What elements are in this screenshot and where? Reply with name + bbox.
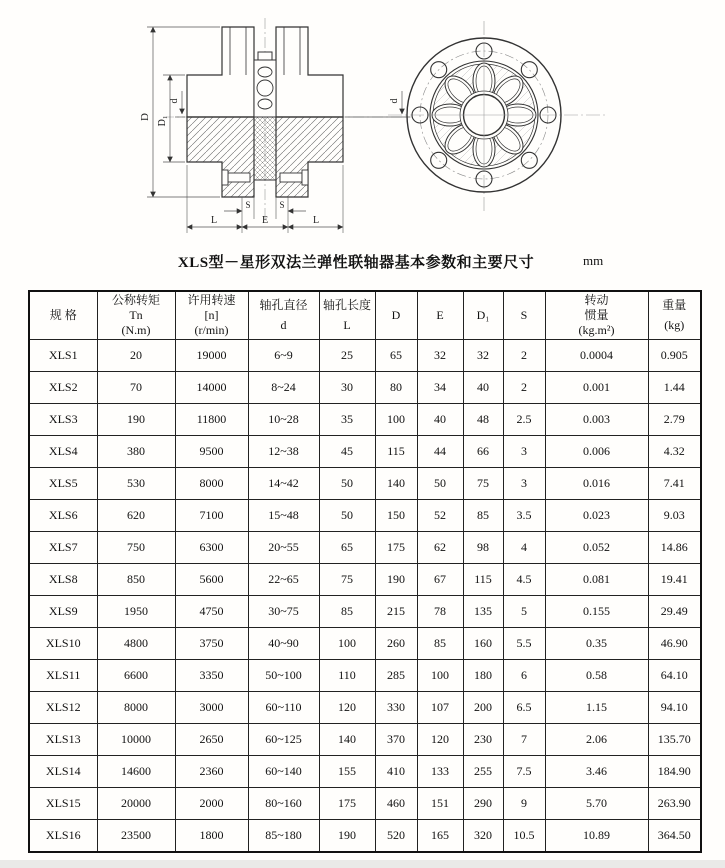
value-cell: 190 <box>319 820 375 853</box>
value-cell: 155 <box>319 756 375 788</box>
coupling-front-view <box>388 15 608 215</box>
value-cell: 65 <box>375 340 417 372</box>
value-cell: 6600 <box>97 660 175 692</box>
value-cell: 330 <box>375 692 417 724</box>
table-row <box>29 532 701 564</box>
value-cell: 80 <box>375 372 417 404</box>
value-cell: 29.49 <box>648 596 701 628</box>
dim-label-L-left: L <box>210 215 218 226</box>
value-cell: 151 <box>417 788 463 820</box>
value-cell: 2.79 <box>648 404 701 436</box>
column-header-bore-diameter: 轴孔直径 d <box>248 291 319 340</box>
dim-label-D1: D₁ <box>157 115 168 127</box>
value-cell: 14600 <box>97 756 175 788</box>
column-header-speed: 许用转速 [n] (r/min) <box>175 291 248 340</box>
model-cell: XLS15 <box>29 788 97 820</box>
table-row <box>29 436 701 468</box>
value-cell: 260 <box>375 628 417 660</box>
model-cell: XLS7 <box>29 532 97 564</box>
value-cell: 100 <box>319 628 375 660</box>
model-cell: XLS3 <box>29 404 97 436</box>
value-cell: 22~65 <box>248 564 319 596</box>
value-cell: 3000 <box>175 692 248 724</box>
value-cell: 364.50 <box>648 820 701 853</box>
value-cell: 1.44 <box>648 372 701 404</box>
value-cell: 200 <box>463 692 503 724</box>
model-cell: XLS2 <box>29 372 97 404</box>
value-cell: 2.06 <box>545 724 648 756</box>
value-cell: 380 <box>97 436 175 468</box>
value-cell: 1950 <box>97 596 175 628</box>
column-header-S: S <box>503 291 545 340</box>
value-cell: 7.5 <box>503 756 545 788</box>
column-header-bore-length: 轴孔长度 L <box>319 291 375 340</box>
value-cell: 44 <box>417 436 463 468</box>
value-cell: 40 <box>417 404 463 436</box>
value-cell: 460 <box>375 788 417 820</box>
value-cell: 10000 <box>97 724 175 756</box>
value-cell: 150 <box>375 500 417 532</box>
spec-table <box>28 290 702 853</box>
model-cell: XLS10 <box>29 628 97 660</box>
value-cell: 19.41 <box>648 564 701 596</box>
value-cell: 290 <box>463 788 503 820</box>
value-cell: 184.90 <box>648 756 701 788</box>
value-cell: 2650 <box>175 724 248 756</box>
value-cell: 3750 <box>175 628 248 660</box>
value-cell: 4750 <box>175 596 248 628</box>
value-cell: 4.5 <box>503 564 545 596</box>
value-cell: 52 <box>417 500 463 532</box>
value-cell: 7 <box>503 724 545 756</box>
column-header-D: D <box>375 291 417 340</box>
value-cell: 10.5 <box>503 820 545 853</box>
value-cell: 6~9 <box>248 340 319 372</box>
table-row <box>29 628 701 660</box>
value-cell: 850 <box>97 564 175 596</box>
value-cell: 80~160 <box>248 788 319 820</box>
value-cell: 1800 <box>175 820 248 853</box>
dim-label-E: E <box>261 215 269 226</box>
model-cell: XLS4 <box>29 436 97 468</box>
value-cell: 5 <box>503 596 545 628</box>
value-cell: 160 <box>463 628 503 660</box>
value-cell: 32 <box>463 340 503 372</box>
table-row <box>29 500 701 532</box>
value-cell: 60~140 <box>248 756 319 788</box>
title-row <box>0 251 712 272</box>
value-cell: 23500 <box>97 820 175 853</box>
value-cell: 66 <box>463 436 503 468</box>
value-cell: 50 <box>319 468 375 500</box>
value-cell: 9500 <box>175 436 248 468</box>
value-cell: 107 <box>417 692 463 724</box>
value-cell: 5.70 <box>545 788 648 820</box>
value-cell: 6 <box>503 660 545 692</box>
value-cell: 215 <box>375 596 417 628</box>
value-cell: 530 <box>97 468 175 500</box>
value-cell: 62 <box>417 532 463 564</box>
value-cell: 75 <box>319 564 375 596</box>
value-cell: 40~90 <box>248 628 319 660</box>
dim-label-d-right: d <box>389 98 400 104</box>
table-row <box>29 404 701 436</box>
value-cell: 50~100 <box>248 660 319 692</box>
value-cell: 165 <box>417 820 463 853</box>
table-row <box>29 468 701 500</box>
value-cell: 50 <box>417 468 463 500</box>
value-cell: 2000 <box>175 788 248 820</box>
value-cell: 30 <box>319 372 375 404</box>
model-cell: XLS5 <box>29 468 97 500</box>
column-header-D1: D₁ <box>463 291 503 340</box>
value-cell: 6.5 <box>503 692 545 724</box>
value-cell: 3.5 <box>503 500 545 532</box>
table-row <box>29 372 701 404</box>
value-cell: 0.155 <box>545 596 648 628</box>
value-cell: 263.90 <box>648 788 701 820</box>
value-cell: 410 <box>375 756 417 788</box>
model-cell: XLS8 <box>29 564 97 596</box>
value-cell: 14~42 <box>248 468 319 500</box>
table-row <box>29 564 701 596</box>
value-cell: 10~28 <box>248 404 319 436</box>
value-cell: 7.41 <box>648 468 701 500</box>
value-cell: 230 <box>463 724 503 756</box>
column-header-spec: 规 格 <box>29 291 97 340</box>
model-cell: XLS14 <box>29 756 97 788</box>
value-cell: 94.10 <box>648 692 701 724</box>
value-cell: 285 <box>375 660 417 692</box>
value-cell: 5.5 <box>503 628 545 660</box>
model-cell: XLS16 <box>29 820 97 853</box>
value-cell: 750 <box>97 532 175 564</box>
table-row <box>29 756 701 788</box>
value-cell: 520 <box>375 820 417 853</box>
value-cell: 8000 <box>175 468 248 500</box>
value-cell: 2.5 <box>503 404 545 436</box>
value-cell: 11800 <box>175 404 248 436</box>
value-cell: 9 <box>503 788 545 820</box>
model-cell: XLS9 <box>29 596 97 628</box>
value-cell: 14000 <box>175 372 248 404</box>
dim-label-D: D <box>139 113 151 121</box>
value-cell: 2 <box>503 340 545 372</box>
value-cell: 50 <box>319 500 375 532</box>
model-cell: XLS11 <box>29 660 97 692</box>
table-row <box>29 820 701 853</box>
value-cell: 15~48 <box>248 500 319 532</box>
value-cell: 3350 <box>175 660 248 692</box>
coupling-section-view <box>115 5 415 245</box>
value-cell: 7100 <box>175 500 248 532</box>
value-cell: 14.86 <box>648 532 701 564</box>
value-cell: 3 <box>503 436 545 468</box>
value-cell: 1.15 <box>545 692 648 724</box>
value-cell: 67 <box>417 564 463 596</box>
value-cell: 46.90 <box>648 628 701 660</box>
value-cell: 85 <box>319 596 375 628</box>
value-cell: 135.70 <box>648 724 701 756</box>
value-cell: 135 <box>463 596 503 628</box>
value-cell: 8~24 <box>248 372 319 404</box>
value-cell: 9.03 <box>648 500 701 532</box>
value-cell: 0.052 <box>545 532 648 564</box>
value-cell: 175 <box>375 532 417 564</box>
value-cell: 3 <box>503 468 545 500</box>
table-row <box>29 596 701 628</box>
value-cell: 19000 <box>175 340 248 372</box>
value-cell: 2360 <box>175 756 248 788</box>
page-title: XLS型－星形双法兰弹性联轴器基本参数和主要尺寸 <box>177 255 535 271</box>
value-cell: 25 <box>319 340 375 372</box>
value-cell: 0.081 <box>545 564 648 596</box>
value-cell: 0.0004 <box>545 340 648 372</box>
value-cell: 45 <box>319 436 375 468</box>
bottom-edge-strip <box>0 860 725 868</box>
value-cell: 98 <box>463 532 503 564</box>
value-cell: 85~180 <box>248 820 319 853</box>
value-cell: 0.905 <box>648 340 701 372</box>
model-cell: XLS13 <box>29 724 97 756</box>
table-body <box>29 340 701 853</box>
value-cell: 120 <box>319 692 375 724</box>
value-cell: 255 <box>463 756 503 788</box>
value-cell: 190 <box>375 564 417 596</box>
table-row <box>29 660 701 692</box>
dim-label-d-left: d <box>169 98 180 104</box>
value-cell: 8000 <box>97 692 175 724</box>
value-cell: 175 <box>319 788 375 820</box>
value-cell: 32 <box>417 340 463 372</box>
value-cell: 620 <box>97 500 175 532</box>
value-cell: 0.58 <box>545 660 648 692</box>
value-cell: 190 <box>97 404 175 436</box>
model-cell: XLS6 <box>29 500 97 532</box>
value-cell: 60~125 <box>248 724 319 756</box>
value-cell: 120 <box>417 724 463 756</box>
dim-label-S-right: S <box>279 200 285 210</box>
value-cell: 110 <box>319 660 375 692</box>
value-cell: 40 <box>463 372 503 404</box>
value-cell: 320 <box>463 820 503 853</box>
value-cell: 0.003 <box>545 404 648 436</box>
value-cell: 370 <box>375 724 417 756</box>
value-cell: 4.32 <box>648 436 701 468</box>
value-cell: 0.016 <box>545 468 648 500</box>
value-cell: 100 <box>375 404 417 436</box>
value-cell: 35 <box>319 404 375 436</box>
table-row <box>29 340 701 372</box>
value-cell: 133 <box>417 756 463 788</box>
value-cell: 4800 <box>97 628 175 660</box>
value-cell: 4 <box>503 532 545 564</box>
model-cell: XLS12 <box>29 692 97 724</box>
technical-drawing <box>0 0 725 250</box>
value-cell: 64.10 <box>648 660 701 692</box>
model-cell: XLS1 <box>29 340 97 372</box>
value-cell: 140 <box>319 724 375 756</box>
value-cell: 30~75 <box>248 596 319 628</box>
value-cell: 3.46 <box>545 756 648 788</box>
value-cell: 0.35 <box>545 628 648 660</box>
value-cell: 0.006 <box>545 436 648 468</box>
column-header-torque: 公称转矩 Tn (N.m) <box>97 291 175 340</box>
value-cell: 0.023 <box>545 500 648 532</box>
value-cell: 20 <box>97 340 175 372</box>
table-row <box>29 788 701 820</box>
value-cell: 34 <box>417 372 463 404</box>
value-cell: 75 <box>463 468 503 500</box>
value-cell: 0.001 <box>545 372 648 404</box>
table-row <box>29 692 701 724</box>
column-header-E: E <box>417 291 463 340</box>
value-cell: 12~38 <box>248 436 319 468</box>
value-cell: 10.89 <box>545 820 648 853</box>
value-cell: 20~55 <box>248 532 319 564</box>
value-cell: 20000 <box>97 788 175 820</box>
value-cell: 115 <box>463 564 503 596</box>
value-cell: 60~110 <box>248 692 319 724</box>
dim-label-L-right: L <box>312 215 320 226</box>
table-row <box>29 724 701 756</box>
value-cell: 140 <box>375 468 417 500</box>
table-header-row <box>29 291 701 340</box>
column-header-weight: 重量 (kg) <box>648 291 701 340</box>
value-cell: 85 <box>417 628 463 660</box>
value-cell: 100 <box>417 660 463 692</box>
unit-label: mm <box>583 253 604 268</box>
value-cell: 85 <box>463 500 503 532</box>
value-cell: 48 <box>463 404 503 436</box>
value-cell: 180 <box>463 660 503 692</box>
value-cell: 115 <box>375 436 417 468</box>
value-cell: 78 <box>417 596 463 628</box>
value-cell: 2 <box>503 372 545 404</box>
value-cell: 70 <box>97 372 175 404</box>
column-header-inertia: 转动 惯量 (kg.m²) <box>545 291 648 340</box>
dim-label-S-left: S <box>245 200 251 210</box>
value-cell: 6300 <box>175 532 248 564</box>
value-cell: 5600 <box>175 564 248 596</box>
value-cell: 65 <box>319 532 375 564</box>
